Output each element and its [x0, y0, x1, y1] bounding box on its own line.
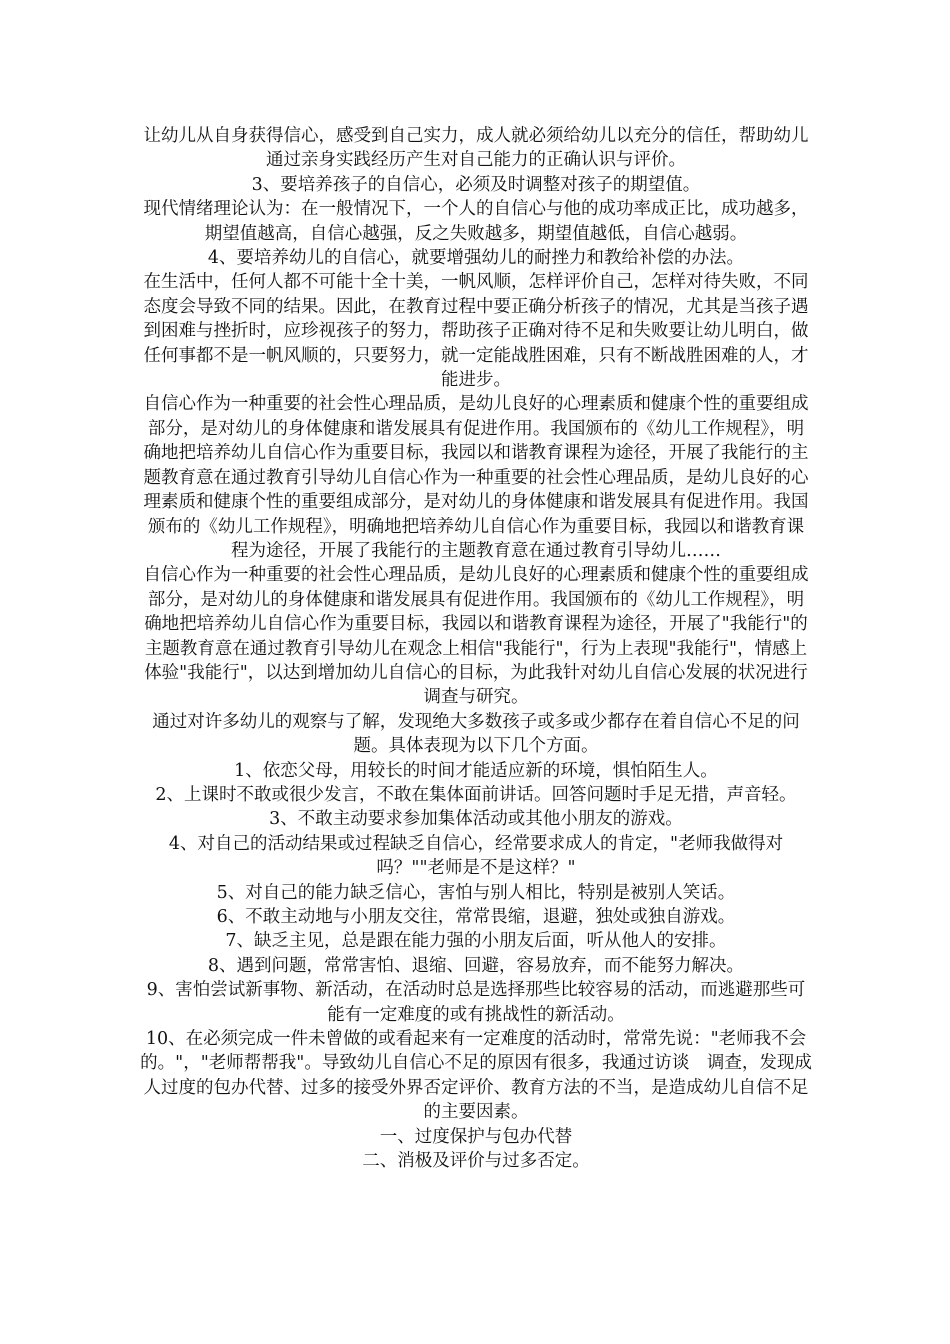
paragraph: 4、要培养幼儿的自信心，就要增强幼儿的耐挫力和教给补偿的办法。 [207, 248, 745, 269]
list-item: 7、缺乏主见，总是跟在能力强的小朋友后面，听从他人的安排。 [225, 931, 727, 952]
list-item: 3、不敢主动要求参加集体活动或其他小朋友的游戏。 [269, 809, 683, 830]
paragraph: 自信心作为一种重要的社会性心理品质，是幼儿良好的心理素质和健康个性的重要组成部分，是对幼儿的身体健康和谐发展具有促进作用。我国颁布的《幼儿工作规程》，明确地把培养幼儿自信心作为重要目标，我园以和谐教育课程为途径，开展了"我能行"的主题教育意在通过教育引导幼儿在观念上相信"我能行"，行为上表现"我能行"，情感上体验"我能行"，以达到增加幼儿自信心的目标，为此我针对幼儿自信心发展的状况进行调查与研究。 [143, 565, 809, 708]
document-body [140, 124, 812, 1173]
paragraph: 现代情绪理论认为：在一般情况下，一个人的自信心与他的成功率成正比，成功越多，期望值越高，自信心越强，反之失败越多，期望值越低，自信心越弱。 [143, 199, 809, 244]
section-heading: 一、过度保护与包办代替 [379, 1126, 573, 1147]
list-item: 2、上课时不敢或很少发言，不敢在集体面前讲话。回答问题时手足无措，声音轻。 [155, 784, 797, 805]
paragraph: 通过对许多幼儿的观察与了解，发现绝大多数孩子或多或少都存在着自信心不足的问题。具体表现为以下几个方面。 [152, 711, 800, 757]
list-item: 8、遇到问题，常常害怕、退缩、回避，容易放弃，而不能努力解决。 [207, 955, 745, 976]
list-item: 1、依恋父母，用较长的时间才能适应新的环境，惧怕陌生人。 [234, 760, 718, 781]
list-item: 5、对自己的能力缺乏信心，害怕与别人相比，特别是被别人笑话。 [216, 882, 736, 903]
section-heading: 二、消极及评价与过多否定。 [362, 1151, 590, 1172]
list-item: 9、害怕尝试新事物、新活动，在活动时总是选择那些比较容易的活动，而逃避那些可能有一定难度的或有挑战性的新活动。 [146, 980, 806, 1025]
paragraph: 让幼儿从自身获得信心，感受到自己实力，成人就必须给幼儿以充分的信任，帮助幼儿通过亲身实践经历产生对自己能力的正确认识与评价。 [143, 126, 809, 171]
list-item: 6、不敢主动地与小朋友交往，常常畏缩，退避，独处或独自游戏。 [216, 907, 736, 927]
paragraph: 在生活中，任何人都不可能十全十美，一帆风顺，怎样评价自己，怎样对待失败，不同态度会导致不同的结果。因此，在教育过程中要正确分析孩子的情况，尤其是当孩子遇到困难与挫折时，应珍视孩子的努力，帮助孩子正确对待不足和失败要让幼儿明白，做任何事都不是一帆风顺的，只要努力，就一定能战胜困难，只有不断战胜困难的人，才能进步。 [143, 272, 809, 391]
list-item: 10、在必须完成一件未曾做的或看起来有一定难度的活动时，常常先说："老师我不会的。"，"老师帮帮我"。导致幼儿自信心不足的原因有很多，我通过访谈 调查，发现成人过度的包办代替、过多的接受外界否定评价、教育方法的不当，是造成幼儿自信不足的主要因素。 [140, 1029, 812, 1123]
paragraph: 3、要培养孩子的自信心，必须及时调整对孩子的期望值。 [251, 174, 701, 195]
paragraph: 自信心作为一种重要的社会性心理品质，是幼儿良好的心理素质和健康个性的重要组成部分，是对幼儿的身体健康和谐发展具有促进作用。我国颁布的《幼儿工作规程》，明确地把培养幼儿自信心作为重要目标，我园以和谐教育课程为途径，开展了我能行的主题教育意在通过教育引导幼儿自信心作为一种重要的社会性心理品质，是幼儿良好的心理素质和健康个性的重要组成部分，是对幼儿的身体健康和谐发展具有促进作用。我国颁布的《幼儿工作规程》，明确地把培养幼儿自信心作为重要目标，我园以和谐教育课程为途径，开展了我能行的主题教育意在通过教育引导幼儿…… [143, 394, 809, 561]
list-item: 4、对自己的活动结果或过程缺乏自信心，经常要求成人的肯定，"老师我做得对吗？""老师是不是这样？" [168, 833, 784, 879]
